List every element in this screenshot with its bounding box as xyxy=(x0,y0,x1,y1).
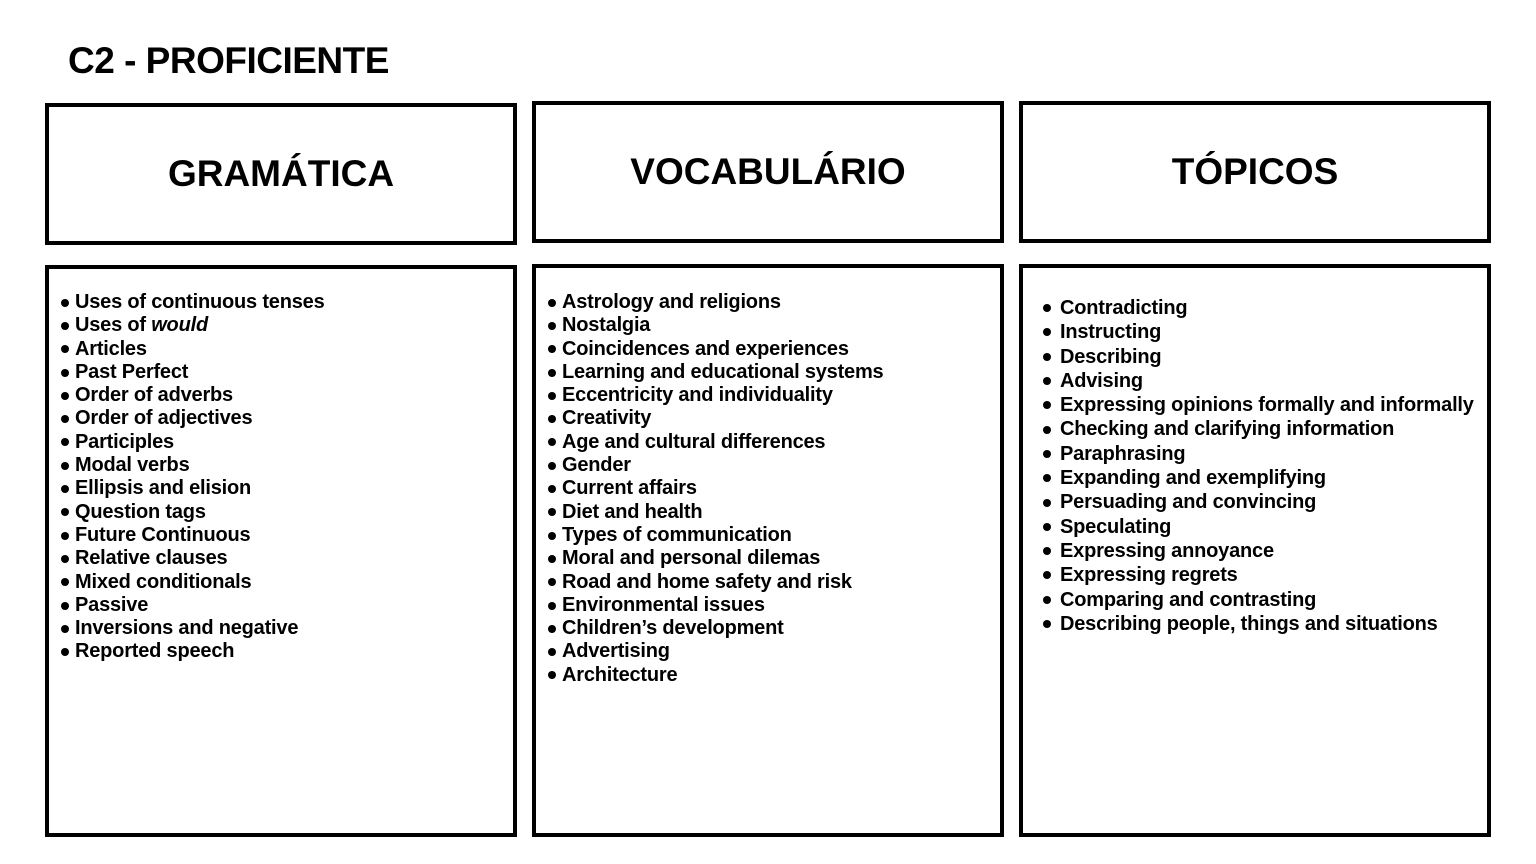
list-item-text: Nostalgia xyxy=(562,314,651,337)
list-item-text: Road and home safety and risk xyxy=(562,570,852,593)
list-item xyxy=(1043,296,1474,320)
list-item-text: Relative clauses xyxy=(75,547,228,570)
list-item-text: Expressing regrets xyxy=(1060,564,1238,587)
list-item-text: Describing xyxy=(1060,345,1162,368)
list-item-text: Persuading and convincing xyxy=(1060,491,1317,514)
list-item xyxy=(61,477,325,500)
header-vocabulario: VOCABULÁRIO xyxy=(532,101,1004,243)
list-item-text: Future Continuous xyxy=(75,523,251,546)
list-item-text: Inversions and negative xyxy=(75,617,299,640)
list-item-text: Types of communication xyxy=(562,523,792,546)
list-item xyxy=(1043,466,1474,490)
list-item xyxy=(61,338,325,361)
list-item xyxy=(61,617,325,640)
list-item-text: Speculating xyxy=(1060,515,1172,538)
list-item-text: Paraphrasing xyxy=(1060,442,1186,465)
list-item-text: Passive xyxy=(75,593,149,616)
list-item-text: Reported speech xyxy=(75,640,235,663)
list-item-text: Astrology and religions xyxy=(562,291,781,313)
list-item xyxy=(61,454,325,477)
list-item-text: Order of adjectives xyxy=(75,407,253,430)
list-item xyxy=(61,501,325,524)
list-item xyxy=(61,407,325,430)
list-item xyxy=(61,431,325,454)
list-item xyxy=(1043,539,1474,563)
list-item-text: Past Perfect xyxy=(75,360,189,383)
list-item xyxy=(61,384,325,407)
list-item-text: Uses of continuous tenses xyxy=(75,291,325,313)
list-item xyxy=(1043,515,1474,539)
list-item-text: Checking and clarifying information xyxy=(1060,418,1395,441)
list-item-text: Order of adverbs xyxy=(75,384,233,407)
list-item-text: Age and cultural differences xyxy=(562,430,826,453)
list-item xyxy=(548,361,883,384)
list-item-text: Expressing annoyance xyxy=(1060,539,1274,562)
list-item-text: Coincidences and experiences xyxy=(562,337,849,360)
list-item-text: Modal verbs xyxy=(75,454,190,477)
list-item-text: Question tags xyxy=(75,500,206,523)
list-item-text: Advising xyxy=(1060,369,1143,392)
list-item xyxy=(548,617,883,640)
list-item xyxy=(548,547,883,570)
list-item xyxy=(548,407,883,430)
list-item xyxy=(61,314,325,337)
list-item xyxy=(548,431,883,454)
list-item xyxy=(1043,417,1474,441)
list-item-text: Learning and educational systems xyxy=(562,360,884,383)
list-item xyxy=(61,571,325,594)
list-item-emphasis: would xyxy=(151,314,208,337)
list-item xyxy=(1043,490,1474,514)
list-item xyxy=(548,314,883,337)
list-item-text: Participles xyxy=(75,430,174,453)
list-item-text: Contradicting xyxy=(1060,297,1188,319)
list-item-text: Environmental issues xyxy=(562,593,765,616)
gramatica-list xyxy=(61,291,325,664)
vocabulario-box xyxy=(532,264,1004,837)
list-item xyxy=(1043,393,1474,417)
list-item xyxy=(548,477,883,500)
list-item xyxy=(548,291,883,314)
topicos-box xyxy=(1019,264,1491,837)
list-item xyxy=(1043,369,1474,393)
list-item xyxy=(1043,345,1474,369)
list-item-text: Gender xyxy=(562,454,631,477)
list-item xyxy=(548,338,883,361)
gramatica-box xyxy=(45,265,517,837)
list-item-text: Describing people, things and situations xyxy=(1060,612,1438,635)
list-item-text: Expressing opinions formally and informally xyxy=(1060,394,1474,417)
list-item xyxy=(548,571,883,594)
header-topicos: TÓPICOS xyxy=(1019,101,1491,243)
list-item xyxy=(1043,563,1474,587)
list-item-text: Moral and personal dilemas xyxy=(562,547,821,570)
list-item xyxy=(1043,588,1474,612)
list-item-text: Expanding and exemplifying xyxy=(1060,467,1326,490)
list-item-text: Creativity xyxy=(562,407,652,430)
list-item xyxy=(1043,320,1474,344)
list-item-text: Articles xyxy=(75,337,147,360)
list-item-text: Diet and health xyxy=(562,500,703,523)
list-item xyxy=(61,524,325,547)
list-item-text: Comparing and contrasting xyxy=(1060,588,1317,611)
list-item xyxy=(1043,442,1474,466)
list-item xyxy=(548,524,883,547)
list-item xyxy=(61,361,325,384)
list-item xyxy=(548,594,883,617)
list-item-text: Mixed conditionals xyxy=(75,570,252,593)
list-item xyxy=(548,640,883,663)
list-item-text: Current affairs xyxy=(562,477,697,500)
list-item-text: Architecture xyxy=(562,663,678,686)
page-title: C2 - PROFICIENTE xyxy=(68,40,389,81)
list-item xyxy=(61,640,325,663)
list-item xyxy=(548,664,883,687)
list-item xyxy=(61,291,325,314)
list-item xyxy=(548,454,883,477)
list-item-text: Advertising xyxy=(562,640,670,663)
list-item xyxy=(61,547,325,570)
list-item xyxy=(1043,612,1474,636)
list-item xyxy=(548,501,883,524)
list-item xyxy=(61,594,325,617)
header-gramatica: GRAMÁTICA xyxy=(45,103,517,245)
topicos-list xyxy=(1043,296,1474,636)
list-item-text: Uses of xyxy=(75,314,152,337)
list-item-text: Eccentricity and individuality xyxy=(562,384,833,407)
list-item-text: Ellipsis and elision xyxy=(75,477,252,500)
list-item-text: Children’s development xyxy=(562,617,784,640)
vocabulario-list xyxy=(548,291,883,687)
list-item-text: Instructing xyxy=(1060,321,1162,344)
list-item xyxy=(548,384,883,407)
